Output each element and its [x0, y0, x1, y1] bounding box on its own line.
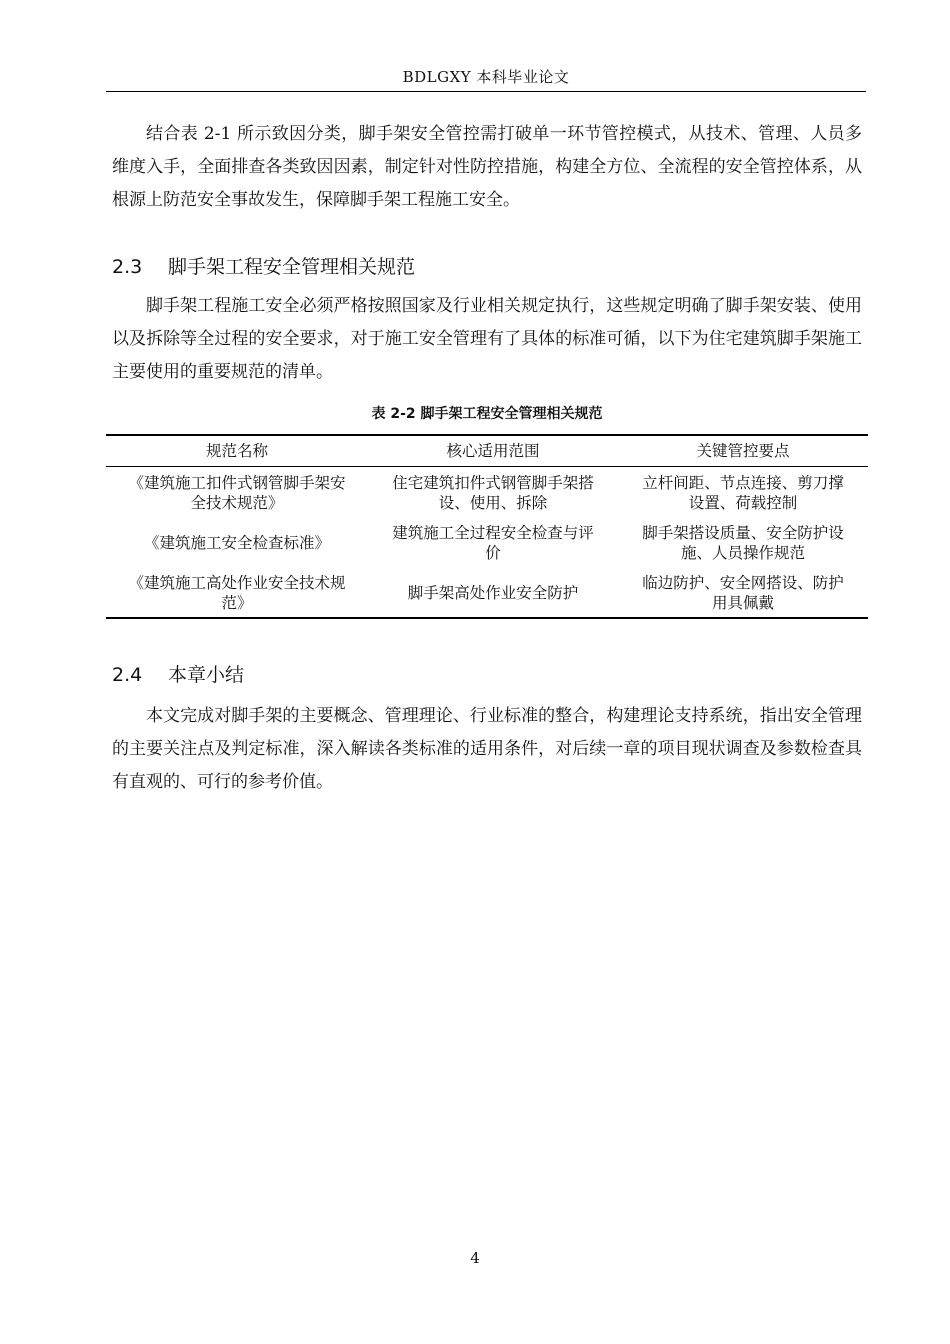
section-number: 2.3	[112, 256, 143, 278]
section-title: 脚手架工程安全管理相关规范	[168, 256, 416, 278]
column-header: 核心适用范围	[368, 435, 618, 467]
table-cell: 住宅建筑扣件式钢管脚手架搭设、使用、拆除	[392, 473, 594, 512]
summary-paragraph: 本文完成对脚手架的主要概念、管理理论、行业标准的整合，构建理论支持系统，指出安全管理的主要关注点及判定标准，深入解读各类标准的适用条件，对后续一章的项目现状调查及参数检查具有直观的、可行的参考价值。	[112, 706, 862, 792]
table-cell: 脚手架高处作业安全防护	[407, 583, 579, 602]
table-header-row	[106, 435, 868, 467]
regulations-paragraph: 脚手架工程施工安全必须严格按照国家及行业相关规定执行，这些规定明确了脚手架安装、使用以及拆除等全过程的安全要求，对于施工安全管理有了具体的标准可循，以下为住宅建筑脚手架施工主要使用的重要规范的清单。	[112, 296, 862, 382]
section-title: 本章小结	[168, 664, 245, 686]
section-heading-2-4	[112, 660, 244, 690]
page-header: BDLGXY 本科毕业论文	[106, 64, 866, 92]
table-row	[106, 517, 868, 567]
intro-paragraph: 结合表 2-1 所示致因分类，脚手架安全管控需打破单一环节管控模式，从技术、管理、人员多维度入手，全面排查各类致因因素，制定针对性防控措施，构建全方位、全流程的安全管控体系，从根源上防范安全事故发生，保障脚手架工程施工安全。	[112, 124, 862, 210]
table-caption: 表 2-2 脚手架工程安全管理相关规范	[371, 406, 603, 422]
table-cell: 《建筑施工扣件式钢管脚手架安全技术规范》	[128, 473, 346, 512]
table-cell: 建筑施工全过程安全检查与评价	[392, 523, 594, 562]
column-header: 关键管控要点	[618, 435, 868, 467]
page-number: 4	[470, 1249, 480, 1267]
table-cell: 《建筑施工安全检查标准》	[143, 533, 330, 552]
table-cell: 脚手架搭设质量、安全防护设施、人员操作规范	[642, 523, 844, 562]
table-cell: 立杆间距、节点连接、剪刀撑设置、荷载控制	[642, 473, 844, 512]
table-row	[106, 467, 868, 518]
table-cell: 临边防护、安全网搭设、防护用具佩戴	[642, 573, 844, 612]
section-number: 2.4	[112, 664, 143, 686]
table-row	[106, 567, 868, 618]
section-heading-2-3	[112, 252, 415, 282]
regulations-table	[106, 434, 868, 619]
table-cell: 《建筑施工高处作业安全技术规范》	[128, 573, 346, 612]
column-header: 规范名称	[106, 435, 368, 467]
